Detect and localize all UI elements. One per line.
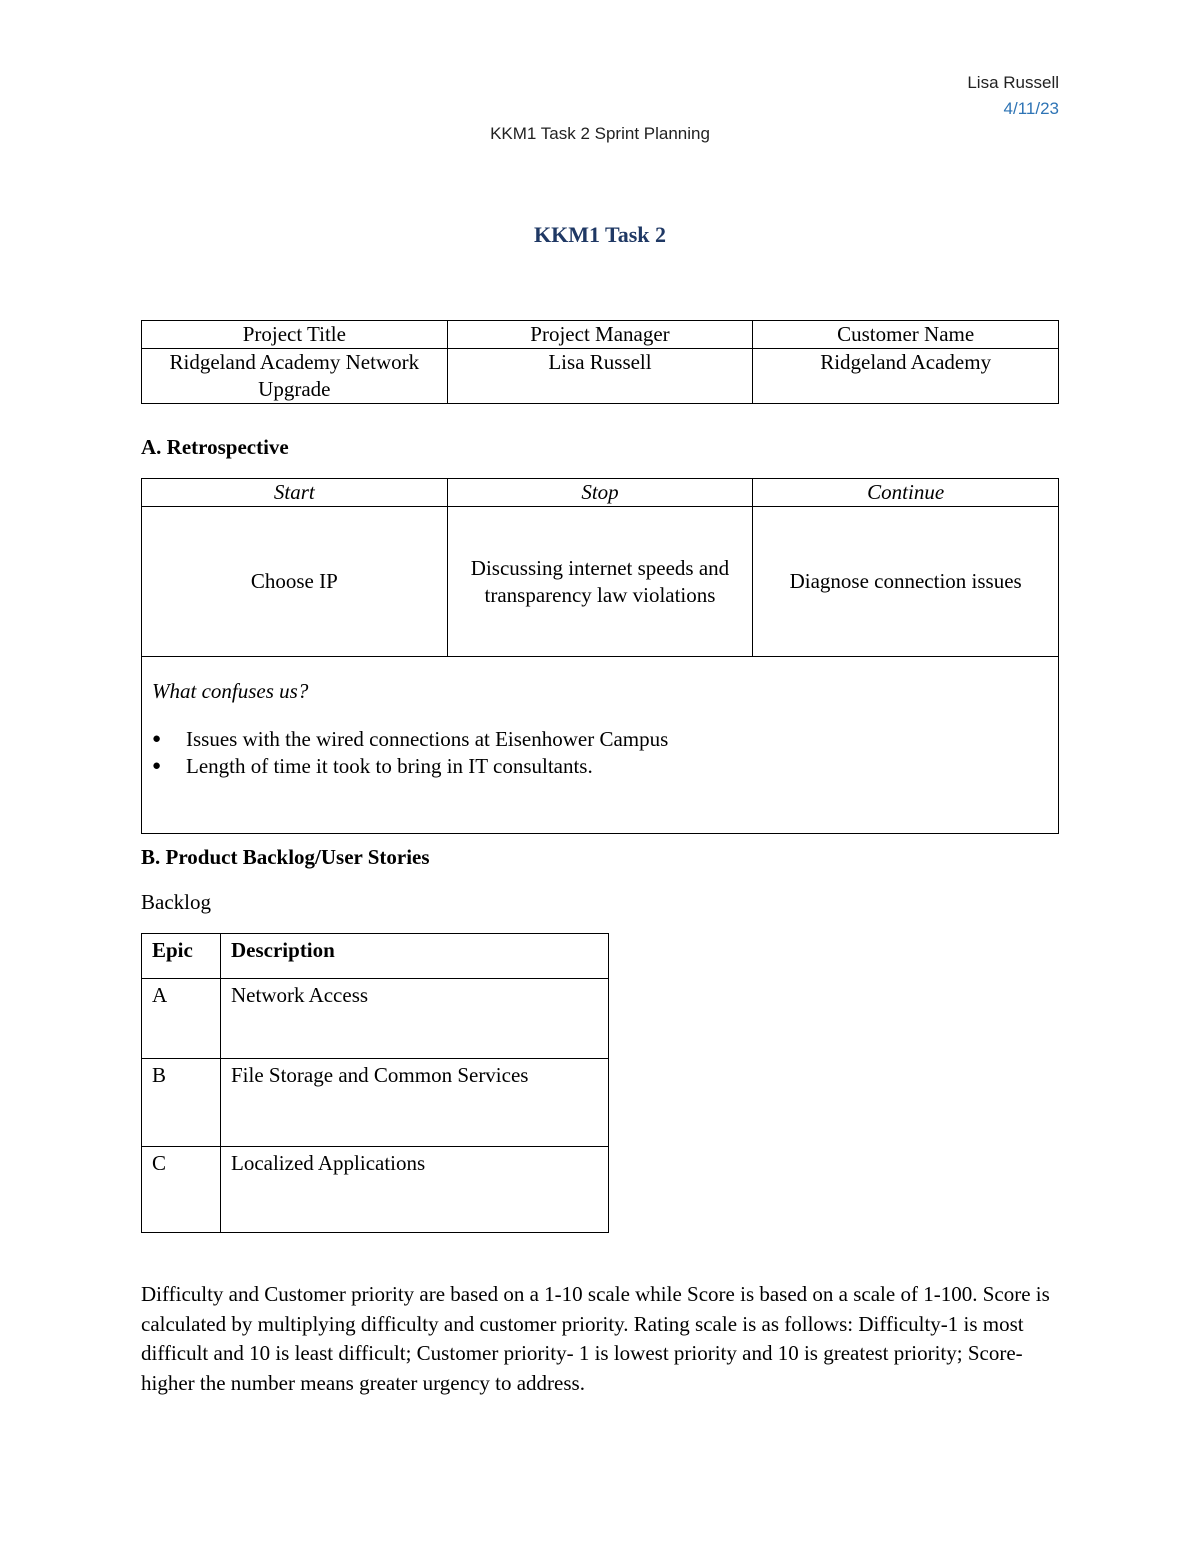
header-author: Lisa Russell — [967, 73, 1059, 92]
description-cell: Localized Applications — [221, 1147, 609, 1233]
project-title-header: Project Title — [142, 321, 448, 349]
list-item: ● Length of time it took to bring in IT consultants. — [186, 753, 1048, 780]
backlog-heading: B. Product Backlog/User Stories — [141, 845, 430, 869]
project-info-table — [141, 320, 1059, 404]
header-date: 4/11/23 — [1003, 99, 1059, 118]
description-header: Description — [221, 934, 609, 979]
stop-value: Discussing internet speeds and transparency law violations — [447, 507, 753, 657]
project-info-header-row — [142, 321, 1059, 349]
retrospective-value-row — [142, 507, 1059, 657]
retrospective-header-row — [142, 479, 1059, 507]
start-value: Choose IP — [142, 507, 448, 657]
epic-cell: A — [142, 979, 221, 1059]
epic-cell: C — [142, 1147, 221, 1233]
table-row — [142, 1147, 609, 1233]
project-info-value-row — [142, 349, 1059, 404]
confusion-list — [152, 726, 1048, 780]
project-manager-value: Lisa Russell — [447, 349, 753, 404]
description-cell: File Storage and Common Services — [221, 1059, 609, 1147]
epic-cell: B — [142, 1059, 221, 1147]
confusion-question: What confuses us? — [152, 679, 309, 703]
continue-value: Diagnose connection issues — [753, 507, 1059, 657]
project-title-value: Ridgeland Academy Network Upgrade — [142, 349, 448, 404]
backlog-table — [141, 933, 609, 1233]
backlog-header-row — [142, 934, 609, 979]
table-row — [142, 1059, 609, 1147]
header-running-title: KKM1 Task 2 Sprint Planning — [490, 124, 710, 143]
start-header: Start — [142, 479, 448, 507]
document-title: KKM1 Task 2 — [533, 222, 667, 247]
retrospective-table — [141, 478, 1059, 834]
backlog-label: Backlog — [141, 890, 211, 914]
list-item: ● Issues with the wired connections at Eisenhower Campus — [186, 726, 1048, 753]
confusion-cell — [142, 657, 1059, 834]
customer-name-value: Ridgeland Academy — [753, 349, 1059, 404]
scale-note-paragraph: Difficulty and Customer priority are based on a 1-10 scale while Score is based on a scale of 1-100. Score is calculated by multiplying difficulty and customer priority. Rating scale is as follows: Difficulty-1 is most difficult and 10 is least difficult; Customer priority- 1 is lowest priority and 10 is greatest priority; Score- higher the number means greater urgency to address. — [141, 1282, 1050, 1395]
retrospective-heading: A. Retrospective — [141, 435, 289, 459]
continue-header: Continue — [753, 479, 1059, 507]
stop-header: Stop — [447, 479, 753, 507]
customer-name-header: Customer Name — [753, 321, 1059, 349]
confusion-row — [142, 657, 1059, 834]
epic-header: Epic — [142, 934, 221, 979]
table-row — [142, 979, 609, 1059]
project-manager-header: Project Manager — [447, 321, 753, 349]
description-cell: Network Access — [221, 979, 609, 1059]
